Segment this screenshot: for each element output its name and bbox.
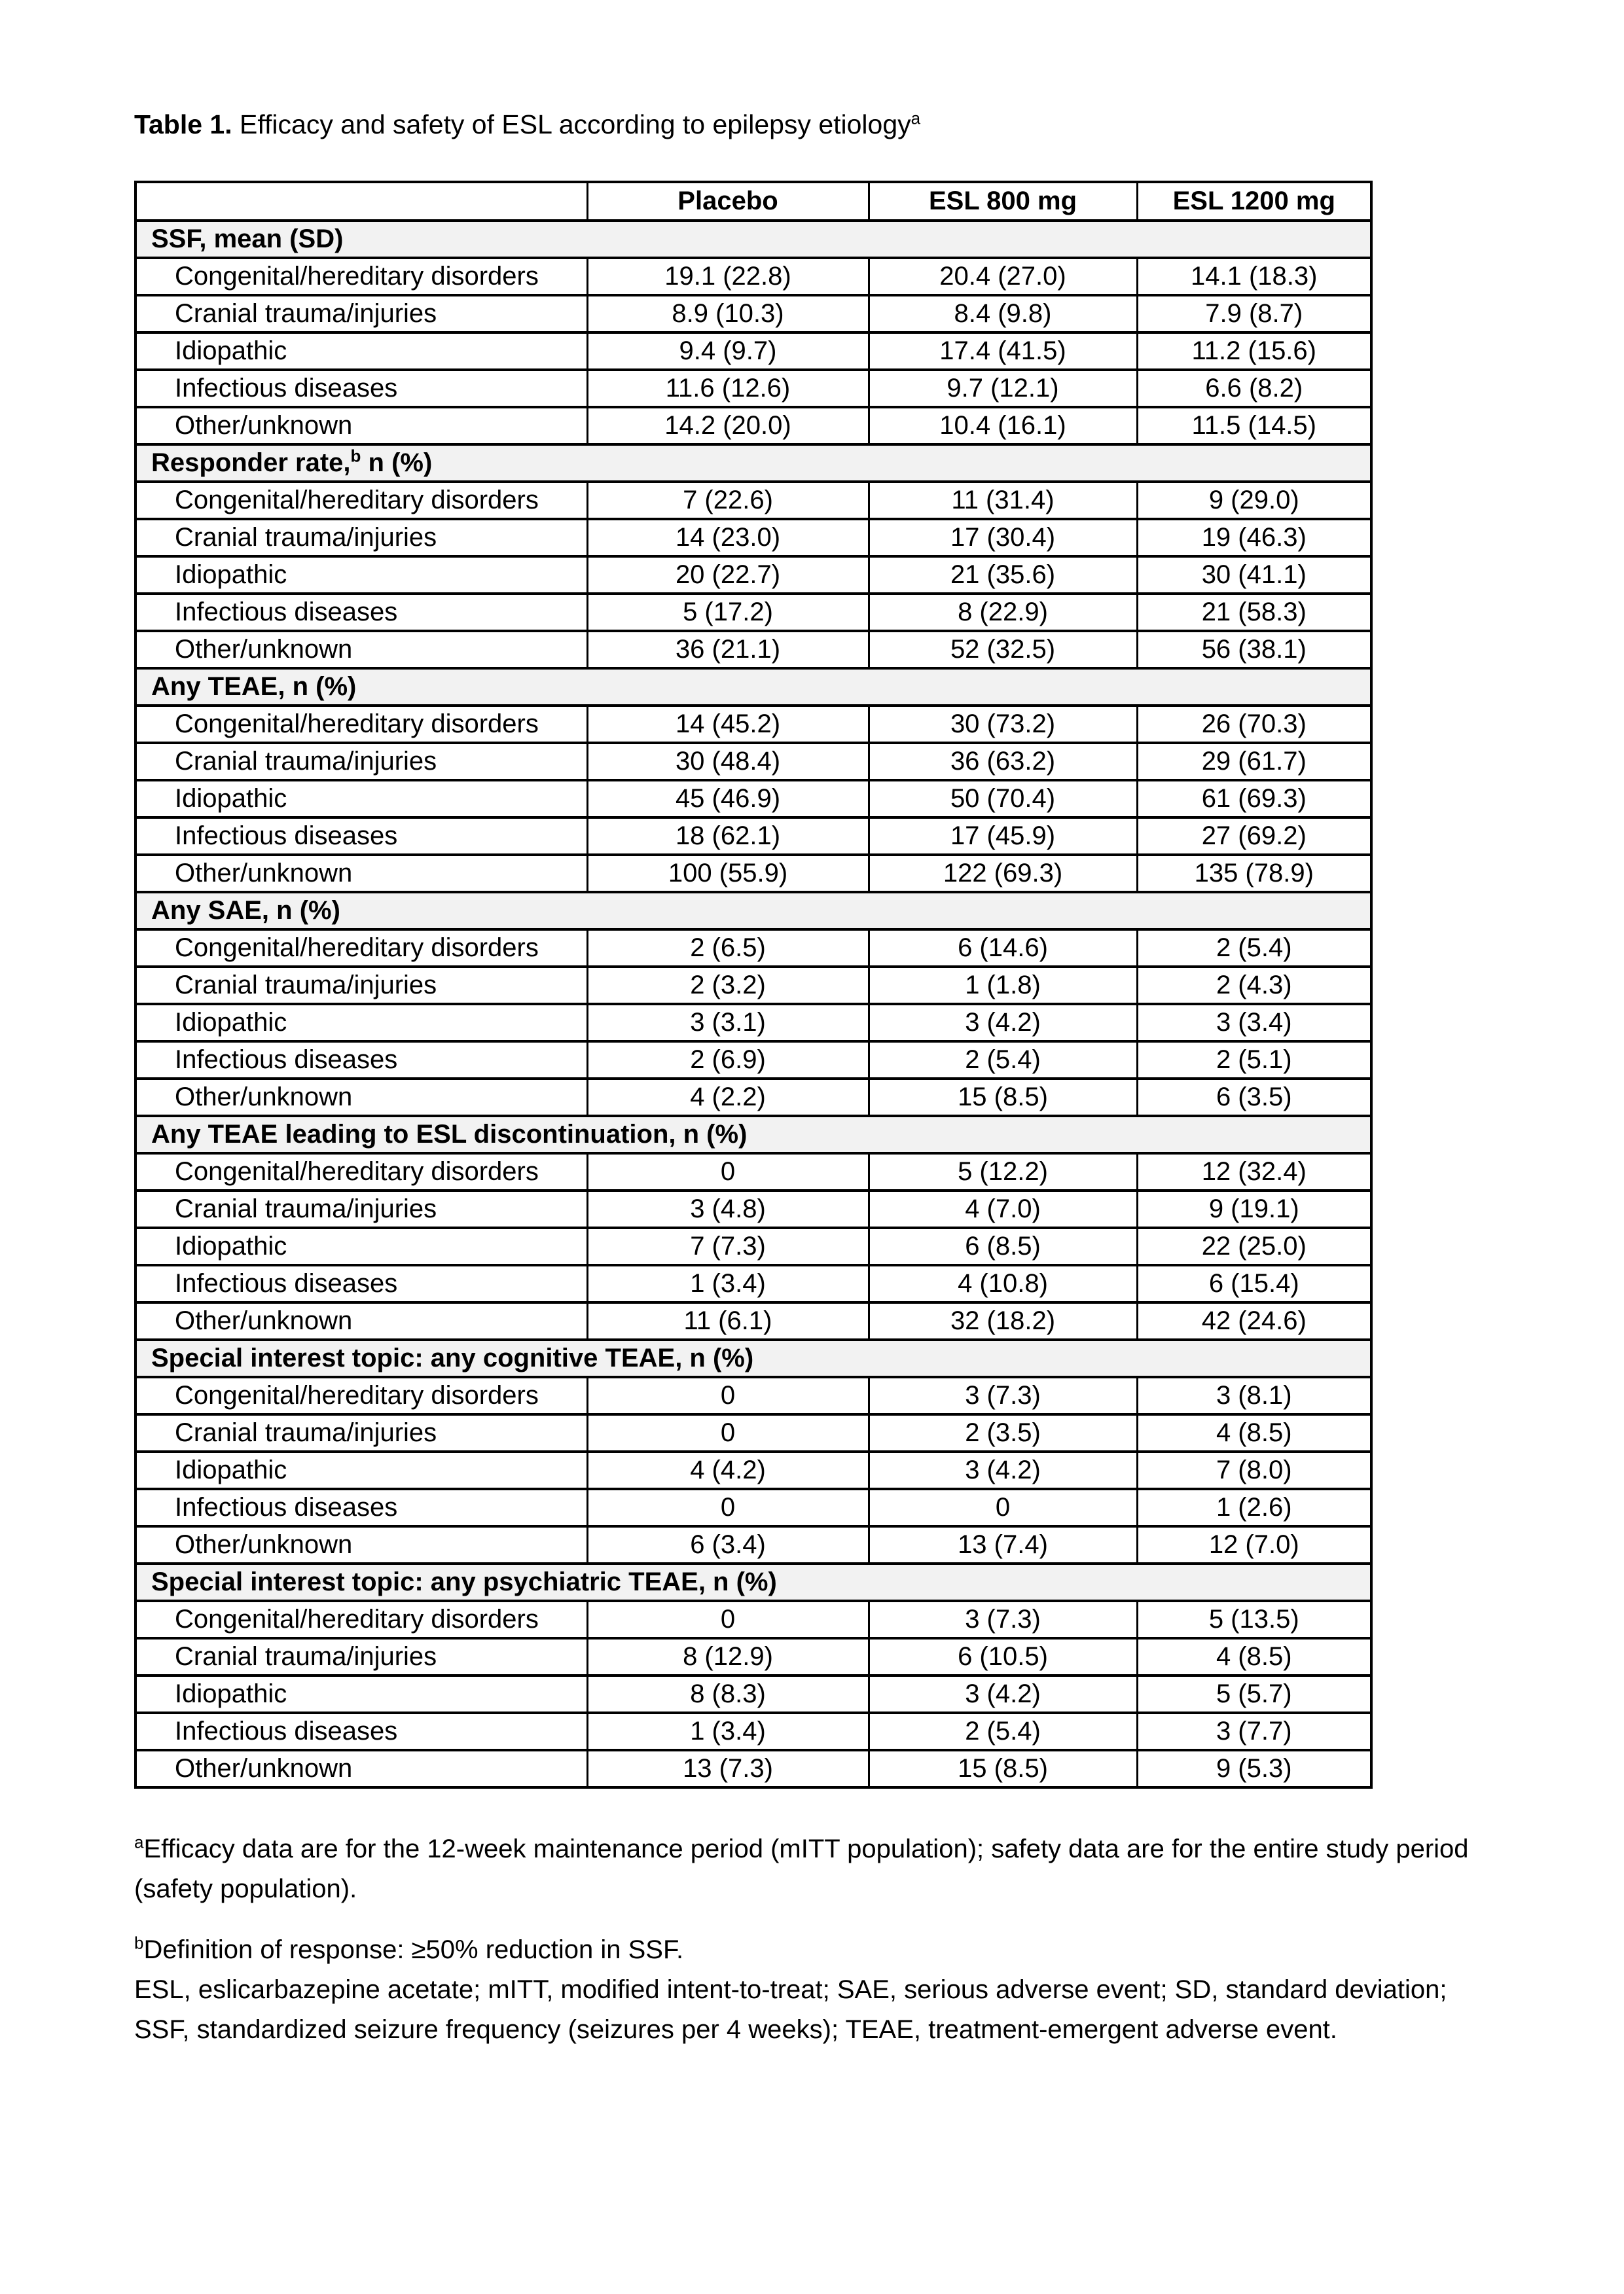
value-cell: 9.7 (12.1) bbox=[869, 370, 1137, 407]
row-label-cell: Cranial trauma/injuries bbox=[135, 519, 587, 556]
row-label-cell: Congenital/hereditary disorders bbox=[135, 1601, 587, 1638]
value-cell: 1 (3.4) bbox=[587, 1713, 869, 1750]
footnote-b-text: Definition of response: ≥50% reduction in SSF. bbox=[143, 1935, 684, 1964]
table-title-text: Efficacy and safety of ESL according to epilepsy etiology bbox=[232, 109, 911, 139]
section-header-row bbox=[135, 1116, 1371, 1153]
value-cell: 0 bbox=[587, 1414, 869, 1452]
value-cell: 45 (46.9) bbox=[587, 780, 869, 817]
section-header-row bbox=[135, 221, 1371, 258]
data-row bbox=[135, 1041, 1371, 1079]
value-cell: 5 (17.2) bbox=[587, 594, 869, 631]
value-cell: 14 (23.0) bbox=[587, 519, 869, 556]
row-label-cell: Infectious diseases bbox=[135, 370, 587, 407]
section-header-cell: Special interest topic: any psychiatric TEAE, n (%) bbox=[135, 1564, 1371, 1601]
value-cell: 6 (3.4) bbox=[587, 1526, 869, 1564]
value-cell: 4 (2.2) bbox=[587, 1079, 869, 1116]
data-row bbox=[135, 1638, 1371, 1676]
value-cell: 17 (30.4) bbox=[869, 519, 1137, 556]
value-cell: 6 (10.5) bbox=[869, 1638, 1137, 1676]
efficacy-safety-table bbox=[134, 181, 1373, 1789]
section-header-cell: Any TEAE leading to ESL discontinuation, n (%) bbox=[135, 1116, 1371, 1153]
data-row bbox=[135, 594, 1371, 631]
value-cell: 18 (62.1) bbox=[587, 817, 869, 855]
value-cell: 9 (19.1) bbox=[1137, 1191, 1371, 1228]
row-label-cell: Cranial trauma/injuries bbox=[135, 967, 587, 1004]
value-cell: 4 (8.5) bbox=[1137, 1638, 1371, 1676]
value-cell: 11.2 (15.6) bbox=[1137, 332, 1371, 370]
value-cell: 6 (14.6) bbox=[869, 929, 1137, 967]
section-header-cell: SSF, mean (SD) bbox=[135, 221, 1371, 258]
value-cell: 3 (7.3) bbox=[869, 1377, 1137, 1414]
value-cell: 61 (69.3) bbox=[1137, 780, 1371, 817]
value-cell: 56 (38.1) bbox=[1137, 631, 1371, 668]
value-cell: 21 (58.3) bbox=[1137, 594, 1371, 631]
row-label-cell: Infectious diseases bbox=[135, 1713, 587, 1750]
value-cell: 2 (6.9) bbox=[587, 1041, 869, 1079]
value-cell: 6 (15.4) bbox=[1137, 1265, 1371, 1302]
value-cell: 4 (8.5) bbox=[1137, 1414, 1371, 1452]
value-cell: 3 (7.3) bbox=[869, 1601, 1137, 1638]
value-cell: 30 (48.4) bbox=[587, 743, 869, 780]
data-row bbox=[135, 1489, 1371, 1526]
section-header-row bbox=[135, 892, 1371, 929]
data-row bbox=[135, 1452, 1371, 1489]
data-row bbox=[135, 482, 1371, 519]
value-cell: 135 (78.9) bbox=[1137, 855, 1371, 892]
value-cell: 2 (5.4) bbox=[869, 1713, 1137, 1750]
value-cell: 32 (18.2) bbox=[869, 1302, 1137, 1340]
value-cell: 9 (5.3) bbox=[1137, 1750, 1371, 1787]
row-label-cell: Congenital/hereditary disorders bbox=[135, 929, 587, 967]
value-cell: 3 (4.2) bbox=[869, 1004, 1137, 1041]
row-label-cell: Other/unknown bbox=[135, 1750, 587, 1787]
row-label-cell: Other/unknown bbox=[135, 1302, 587, 1340]
value-cell: 6 (3.5) bbox=[1137, 1079, 1371, 1116]
row-label-cell: Other/unknown bbox=[135, 407, 587, 444]
value-cell: 2 (5.4) bbox=[869, 1041, 1137, 1079]
value-cell: 8 (22.9) bbox=[869, 594, 1137, 631]
value-cell: 52 (32.5) bbox=[869, 631, 1137, 668]
footnote-a-marker: a bbox=[134, 1832, 144, 1852]
data-row bbox=[135, 1601, 1371, 1638]
value-cell: 9.4 (9.7) bbox=[587, 332, 869, 370]
value-cell: 3 (3.1) bbox=[587, 1004, 869, 1041]
value-cell: 9 (29.0) bbox=[1137, 482, 1371, 519]
row-label-cell: Idiopathic bbox=[135, 780, 587, 817]
value-cell: 11 (31.4) bbox=[869, 482, 1137, 519]
value-cell: 0 bbox=[587, 1489, 869, 1526]
value-cell: 4 (4.2) bbox=[587, 1452, 869, 1489]
data-row bbox=[135, 407, 1371, 444]
row-label-cell: Other/unknown bbox=[135, 631, 587, 668]
value-cell: 2 (6.5) bbox=[587, 929, 869, 967]
footnote-b bbox=[134, 1930, 1490, 1970]
value-cell: 11 (6.1) bbox=[587, 1302, 869, 1340]
data-row bbox=[135, 1377, 1371, 1414]
value-cell: 2 (3.5) bbox=[869, 1414, 1137, 1452]
table-title-footnote-marker: a bbox=[911, 108, 921, 128]
footnote-b-marker: b bbox=[134, 1933, 144, 1953]
value-cell: 17 (45.9) bbox=[869, 817, 1137, 855]
row-label-cell: Infectious diseases bbox=[135, 1265, 587, 1302]
table-body bbox=[135, 221, 1371, 1787]
value-cell: 7 (7.3) bbox=[587, 1228, 869, 1265]
value-cell: 20 (22.7) bbox=[587, 556, 869, 594]
data-row bbox=[135, 332, 1371, 370]
value-cell: 1 (2.6) bbox=[1137, 1489, 1371, 1526]
value-cell: 30 (41.1) bbox=[1137, 556, 1371, 594]
footnote-a bbox=[134, 1829, 1490, 1909]
value-cell: 3 (8.1) bbox=[1137, 1377, 1371, 1414]
value-cell: 29 (61.7) bbox=[1137, 743, 1371, 780]
value-cell: 8.4 (9.8) bbox=[869, 295, 1137, 332]
row-label-cell: Congenital/hereditary disorders bbox=[135, 482, 587, 519]
row-label-cell: Other/unknown bbox=[135, 1079, 587, 1116]
row-label-cell: Idiopathic bbox=[135, 332, 587, 370]
row-label-cell: Other/unknown bbox=[135, 855, 587, 892]
section-footnote-marker: b bbox=[350, 446, 361, 466]
value-cell: 7 (8.0) bbox=[1137, 1452, 1371, 1489]
value-cell: 42 (24.6) bbox=[1137, 1302, 1371, 1340]
value-cell: 14.2 (20.0) bbox=[587, 407, 869, 444]
row-label-cell: Cranial trauma/injuries bbox=[135, 295, 587, 332]
value-cell: 2 (3.2) bbox=[587, 967, 869, 1004]
row-label-cell: Idiopathic bbox=[135, 1676, 587, 1713]
value-cell: 50 (70.4) bbox=[869, 780, 1137, 817]
header-cell-placebo: Placebo bbox=[587, 182, 869, 221]
value-cell: 1 (1.8) bbox=[869, 967, 1137, 1004]
data-row bbox=[135, 1265, 1371, 1302]
row-label-cell: Infectious diseases bbox=[135, 1041, 587, 1079]
value-cell: 30 (73.2) bbox=[869, 706, 1137, 743]
row-label-cell: Congenital/hereditary disorders bbox=[135, 1153, 587, 1191]
value-cell: 36 (21.1) bbox=[587, 631, 869, 668]
data-row bbox=[135, 780, 1371, 817]
value-cell: 2 (4.3) bbox=[1137, 967, 1371, 1004]
value-cell: 6.6 (8.2) bbox=[1137, 370, 1371, 407]
row-label-cell: Infectious diseases bbox=[135, 594, 587, 631]
value-cell: 3 (4.2) bbox=[869, 1676, 1137, 1713]
data-row bbox=[135, 1191, 1371, 1228]
value-cell: 26 (70.3) bbox=[1137, 706, 1371, 743]
data-row bbox=[135, 631, 1371, 668]
row-label-cell: Infectious diseases bbox=[135, 817, 587, 855]
data-row bbox=[135, 706, 1371, 743]
header-cell-empty bbox=[135, 182, 587, 221]
section-header-cell: Any SAE, n (%) bbox=[135, 892, 1371, 929]
row-label-cell: Congenital/hereditary disorders bbox=[135, 1377, 587, 1414]
value-cell: 14.1 (18.3) bbox=[1137, 258, 1371, 295]
data-row bbox=[135, 1676, 1371, 1713]
value-cell: 3 (7.7) bbox=[1137, 1713, 1371, 1750]
value-cell: 3 (3.4) bbox=[1137, 1004, 1371, 1041]
value-cell: 7 (22.6) bbox=[587, 482, 869, 519]
value-cell: 27 (69.2) bbox=[1137, 817, 1371, 855]
value-cell: 100 (55.9) bbox=[587, 855, 869, 892]
value-cell: 12 (32.4) bbox=[1137, 1153, 1371, 1191]
row-label-cell: Cranial trauma/injuries bbox=[135, 1414, 587, 1452]
data-row bbox=[135, 967, 1371, 1004]
value-cell: 21 (35.6) bbox=[869, 556, 1137, 594]
footnote-a-text: Efficacy data are for the 12-week maintenance period (mITT population); safety data are for the entire study period (safety population). bbox=[134, 1835, 1469, 1903]
row-label-cell: Cranial trauma/injuries bbox=[135, 1638, 587, 1676]
value-cell: 5 (5.7) bbox=[1137, 1676, 1371, 1713]
section-header-row bbox=[135, 668, 1371, 706]
value-cell: 12 (7.0) bbox=[1137, 1526, 1371, 1564]
data-row bbox=[135, 817, 1371, 855]
value-cell: 0 bbox=[587, 1601, 869, 1638]
data-row bbox=[135, 519, 1371, 556]
data-row bbox=[135, 929, 1371, 967]
value-cell: 8.9 (10.3) bbox=[587, 295, 869, 332]
value-cell: 19 (46.3) bbox=[1137, 519, 1371, 556]
value-cell: 4 (10.8) bbox=[869, 1265, 1137, 1302]
value-cell: 0 bbox=[869, 1489, 1137, 1526]
value-cell: 15 (8.5) bbox=[869, 1079, 1137, 1116]
value-cell: 36 (63.2) bbox=[869, 743, 1137, 780]
section-header-row bbox=[135, 1564, 1371, 1601]
data-row bbox=[135, 295, 1371, 332]
header-cell-esl-800: ESL 800 mg bbox=[869, 182, 1137, 221]
section-header-cell: Any TEAE, n (%) bbox=[135, 668, 1371, 706]
value-cell: 0 bbox=[587, 1153, 869, 1191]
row-label-cell: Idiopathic bbox=[135, 1452, 587, 1489]
row-label-cell: Idiopathic bbox=[135, 1228, 587, 1265]
data-row bbox=[135, 370, 1371, 407]
value-cell: 11.5 (14.5) bbox=[1137, 407, 1371, 444]
value-cell: 7.9 (8.7) bbox=[1137, 295, 1371, 332]
table-title bbox=[134, 105, 1490, 144]
value-cell: 3 (4.2) bbox=[869, 1452, 1137, 1489]
row-label-cell: Congenital/hereditary disorders bbox=[135, 706, 587, 743]
value-cell: 0 bbox=[587, 1377, 869, 1414]
footnotes bbox=[134, 1829, 1490, 2050]
value-cell: 15 (8.5) bbox=[869, 1750, 1137, 1787]
value-cell: 19.1 (22.8) bbox=[587, 258, 869, 295]
row-label-cell: Congenital/hereditary disorders bbox=[135, 258, 587, 295]
header-cell-esl-1200: ESL 1200 mg bbox=[1137, 182, 1371, 221]
value-cell: 4 (7.0) bbox=[869, 1191, 1137, 1228]
value-cell: 6 (8.5) bbox=[869, 1228, 1137, 1265]
data-row bbox=[135, 855, 1371, 892]
row-label-cell: Cranial trauma/injuries bbox=[135, 1191, 587, 1228]
value-cell: 2 (5.1) bbox=[1137, 1041, 1371, 1079]
row-label-cell: Other/unknown bbox=[135, 1526, 587, 1564]
row-label-cell: Idiopathic bbox=[135, 556, 587, 594]
data-row bbox=[135, 1004, 1371, 1041]
table-title-number: Table 1. bbox=[134, 109, 232, 139]
data-row bbox=[135, 1302, 1371, 1340]
value-cell: 3 (4.8) bbox=[587, 1191, 869, 1228]
value-cell: 8 (8.3) bbox=[587, 1676, 869, 1713]
value-cell: 8 (12.9) bbox=[587, 1638, 869, 1676]
section-header-row bbox=[135, 1340, 1371, 1377]
row-label-cell: Cranial trauma/injuries bbox=[135, 743, 587, 780]
value-cell: 14 (45.2) bbox=[587, 706, 869, 743]
data-row bbox=[135, 1153, 1371, 1191]
value-cell: 22 (25.0) bbox=[1137, 1228, 1371, 1265]
data-row bbox=[135, 258, 1371, 295]
data-row bbox=[135, 1079, 1371, 1116]
value-cell: 5 (13.5) bbox=[1137, 1601, 1371, 1638]
section-header-cell: Responder rate,$^b$ n (%) bbox=[135, 444, 1371, 482]
value-cell: 2 (5.4) bbox=[1137, 929, 1371, 967]
data-row bbox=[135, 1228, 1371, 1265]
section-header-row bbox=[135, 444, 1371, 482]
value-cell: 13 (7.3) bbox=[587, 1750, 869, 1787]
section-header-cell: Special interest topic: any cognitive TEAE, n (%) bbox=[135, 1340, 1371, 1377]
value-cell: 11.6 (12.6) bbox=[587, 370, 869, 407]
data-row bbox=[135, 1750, 1371, 1787]
header-row bbox=[135, 182, 1371, 221]
row-label-cell: Infectious diseases bbox=[135, 1489, 587, 1526]
value-cell: 13 (7.4) bbox=[869, 1526, 1137, 1564]
row-label-cell: Idiopathic bbox=[135, 1004, 587, 1041]
data-row bbox=[135, 1526, 1371, 1564]
footnote-abbreviations: ESL, eslicarbazepine acetate; mITT, modified intent-to-treat; SAE, serious adverse event; SD, standard deviation; SSF, standardized seizure frequency (seizures per 4 weeks); TEAE, treatment-emergent adverse event. bbox=[134, 1975, 1447, 2044]
value-cell: 122 (69.3) bbox=[869, 855, 1137, 892]
value-cell: 10.4 (16.1) bbox=[869, 407, 1137, 444]
data-row bbox=[135, 1414, 1371, 1452]
data-row bbox=[135, 556, 1371, 594]
value-cell: 5 (12.2) bbox=[869, 1153, 1137, 1191]
data-row bbox=[135, 1713, 1371, 1750]
value-cell: 1 (3.4) bbox=[587, 1265, 869, 1302]
value-cell: 20.4 (27.0) bbox=[869, 258, 1137, 295]
value-cell: 17.4 (41.5) bbox=[869, 332, 1137, 370]
data-row bbox=[135, 743, 1371, 780]
